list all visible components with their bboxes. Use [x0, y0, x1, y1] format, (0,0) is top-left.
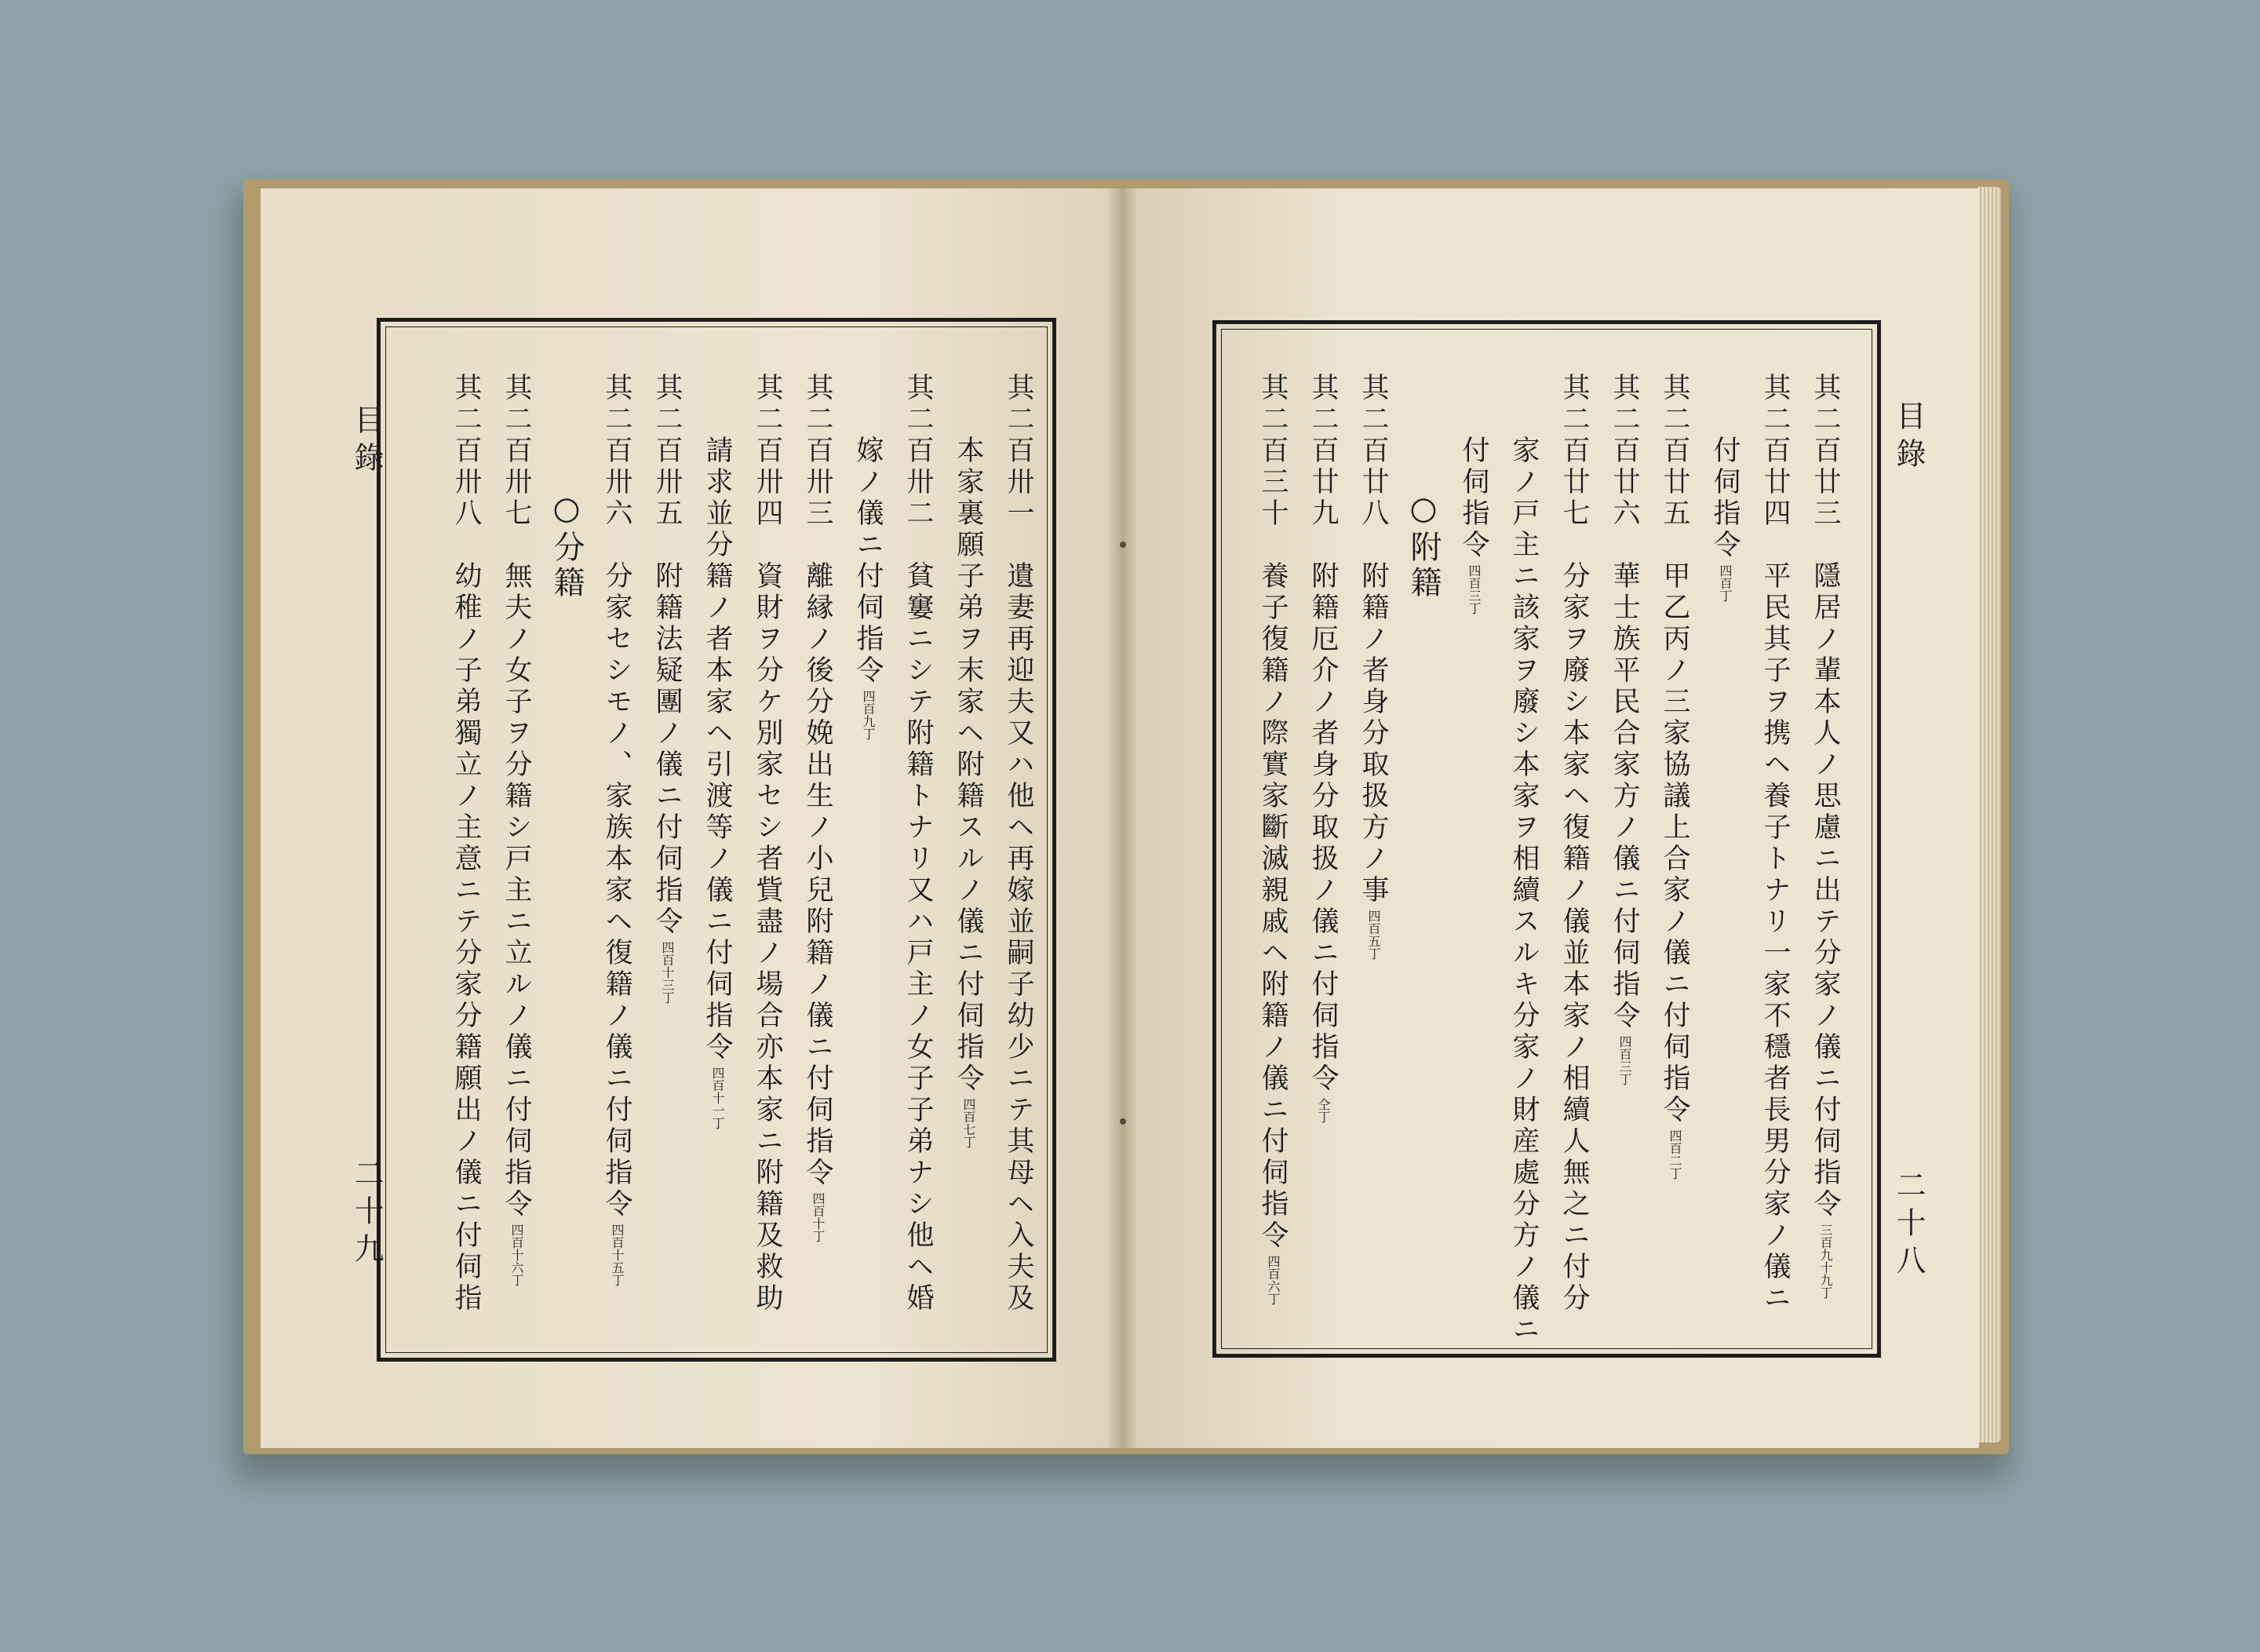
right-toc-text [1238, 373, 1850, 1346]
toc-entry [943, 373, 993, 1346]
left-toc-text [400, 373, 1044, 1346]
page-reference: 四百十五丁 [610, 1224, 625, 1286]
page-reference: 四百丁 [1718, 564, 1733, 602]
page-reference: 四百七丁 [961, 1098, 976, 1148]
toc-entry-text: 家ノ戸主ニ該家ヲ廢シ本家ヲ相續スルキ分家ノ財産處分方ノ儀ニ [1508, 436, 1540, 1346]
binding-stitch [1120, 542, 1126, 548]
toc-entry [1549, 373, 1599, 1346]
toc-entry [1248, 373, 1298, 1346]
toc-entry [1298, 373, 1348, 1346]
section-heading [541, 373, 592, 1346]
toc-entry-text: 其二百廿五 甲乙丙ノ三家協議上合家ノ儀ニ付伺指令 [1659, 373, 1690, 1126]
toc-entry-text: 其二百廿九 附籍厄介ノ者身分取扱ノ儀ニ付伺指令 [1307, 373, 1339, 1095]
toc-entry-text: 付伺指令 [1458, 436, 1489, 561]
toc-entry [491, 373, 541, 1346]
toc-entry-text: 其二百卅一 遺妻再迎夫又ハ他ヘ再嫁並嗣子幼少ニテ其母ヘ入夫及 [1003, 373, 1034, 1315]
toc-entry [1499, 373, 1549, 1346]
right-page-number: 二十八 [1891, 1169, 1926, 1282]
toc-entry-text: 其二百卅七 無夫ノ女子ヲ分籍シ戸主ニ立ルノ儀ニ付伺指令 [501, 373, 532, 1220]
toc-entry-text: 其二百卅五 附籍法疑團ノ儀ニ付伺指令 [651, 373, 683, 938]
toc-entry [441, 373, 491, 1346]
toc-entry [1649, 373, 1700, 1346]
page-reference: 四百十六丁 [509, 1224, 524, 1286]
toc-entry [843, 373, 893, 1346]
left-page-number: 二十九 [349, 1158, 384, 1271]
toc-entry-text: 付伺指令 [1709, 436, 1741, 561]
toc-entry-text: 其二百廿四 平民其子ヲ携ヘ養子トナリ一家不穩者長男分家ノ儀ニ [1759, 373, 1791, 1315]
binding-stitch [1120, 1118, 1126, 1125]
toc-entry-text: 其二百廿三 隱居ノ輩本人ノ思慮ニ出テ分家ノ儀ニ付伺指令 [1810, 373, 1841, 1220]
toc-entry-text: 其二百卅四 資財ヲ分ケ別家セシ者貲盡ノ場合亦本家ニ附籍及救助 [752, 373, 783, 1315]
toc-entry [592, 373, 642, 1346]
toc-entry [1700, 373, 1750, 1346]
toc-entry [793, 373, 843, 1346]
toc-entry-text: 其二百卅八 幼稚ノ子弟獨立ノ主意ニテ分家分籍願出ノ儀ニ付伺指 [450, 373, 482, 1315]
toc-entry [742, 373, 793, 1346]
page-reference: 四百三丁 [1467, 564, 1482, 614]
toc-entry [1348, 373, 1398, 1346]
page-reference: 四百三丁 [1617, 1035, 1632, 1085]
toc-entry-text: ○附籍 [1405, 490, 1442, 601]
page-reference: 四百九丁 [861, 690, 876, 740]
section-heading [1398, 373, 1449, 1346]
toc-entry-text: 其二百三十 養子復籍ノ際實家斷滅親戚ヘ附籍ノ儀ニ付伺指令 [1257, 373, 1289, 1252]
page-reference: 四百十三丁 [660, 941, 675, 1004]
toc-entry [893, 373, 943, 1346]
toc-entry-text: 本家裏願子弟ヲ末家ヘ附籍スルノ儀ニ付伺指令 [953, 436, 984, 1095]
toc-entry-text: 其二百廿八 附籍ノ者身分取扱方ノ事 [1358, 373, 1389, 906]
toc-entry-text: 請求並分籍ノ者本家ヘ引渡等ノ儀ニ付伺指令 [702, 436, 733, 1063]
page-reference: 四百五丁 [1366, 910, 1381, 960]
toc-entry-text: 其二百卅二 貧窶ニシテ附籍トナリ又ハ戸主ノ女子子弟ナシ他ヘ婚 [902, 373, 934, 1315]
page-reference: 三百九十九丁 [1818, 1224, 1833, 1299]
right-running-header: 目錄 [1891, 400, 1926, 476]
page-reference: 仝丁 [1316, 1098, 1331, 1123]
toc-entry [1800, 373, 1850, 1346]
page-edges [1978, 187, 2001, 1442]
toc-entry-text: 其二百卅三 離縁ノ後分娩出生ノ小兒附籍ノ儀ニ付伺指令 [802, 373, 833, 1189]
page-reference: 四百六丁 [1266, 1255, 1281, 1305]
toc-entry [1449, 373, 1499, 1346]
page-reference: 四百二丁 [1668, 1129, 1682, 1180]
toc-entry-text: 其二百廿六 華士族平民合家方ノ儀ニ付伺指令 [1609, 373, 1640, 1032]
book-gutter [1106, 188, 1138, 1448]
page-reference: 四百十一丁 [710, 1067, 725, 1129]
toc-entry [692, 373, 742, 1346]
toc-entry-text: ○分籍 [549, 490, 585, 601]
page-reference: 四百十丁 [811, 1192, 826, 1242]
toc-entry [993, 373, 1044, 1346]
toc-entry [642, 373, 692, 1346]
left-running-header: 目錄 [349, 404, 384, 480]
toc-entry-text: 其二百廿七 分家ヲ廢シ本家ヘ復籍ノ儀並本家ノ相續人無之ニ付分 [1558, 373, 1590, 1315]
toc-entry-text: 嫁ノ儀ニ付伺指令 [852, 436, 884, 687]
toc-entry [1599, 373, 1649, 1346]
toc-entry [1750, 373, 1800, 1346]
toc-entry-text: 其二百卅六 分家セシモノ、家族本家ヘ復籍ノ儀ニ付伺指令 [601, 373, 632, 1220]
